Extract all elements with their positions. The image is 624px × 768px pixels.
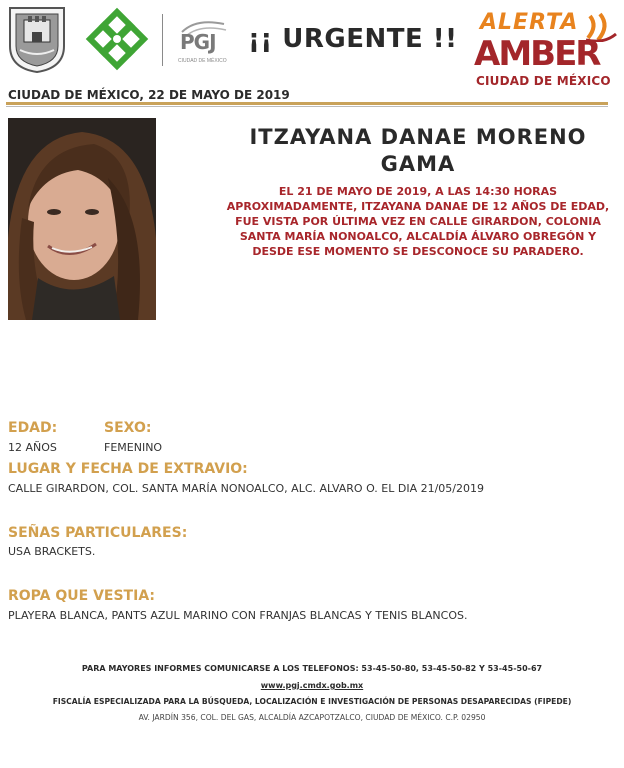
sex-value: FEMENINO [104, 441, 163, 454]
cdmx-logo-icon [84, 6, 150, 72]
gold-divider [6, 102, 608, 105]
agency-name: FISCALÍA ESPECIALIZADA PARA LA BÚSQUEDA, LOCALIZACIÓN E INVESTIGACIÓN DE PERSONAS DESAPARECIDAS (FIPEDE) [52, 697, 572, 706]
sex-label: SEXO: [104, 420, 152, 436]
cdmx-coat-of-arms-icon [8, 6, 66, 74]
contact-phones: PARA MAYORES INFORMES COMUNICARSE A LOS TELEFONOS: 53-45-50-80, 53-45-50-82 Y 53-45-50-67 [81, 664, 543, 673]
person-name: ITZAYANA DANAE MORENO GAMA [249, 125, 587, 176]
clothes-value: PLAYERA BLANCA, PANTS AZUL MARINO CON FRANJAS BLANCAS Y TENIS BLANCOS. [8, 609, 468, 622]
amber-main-text: AMBER [474, 34, 600, 74]
age-label: EDAD: [8, 420, 58, 436]
portrait-illustration [8, 118, 156, 320]
place-value: CALLE GIRARDON, COL. SANTA MARÍA NONOALCO, ALC. ALVARO O. EL DIA 21/05/2019 [8, 482, 485, 495]
alerta-amber-logo [474, 4, 614, 90]
marks-label: SEÑAS PARTICULARES: [8, 525, 188, 541]
pgj-sublabel: CIUDAD DE MÉXICO [178, 58, 227, 64]
marks-value: USA BRACKETS. [8, 545, 96, 558]
agency-address: AV. JARDÍN 356, COL. DEL GAS, ALCALDÍA AZCAPOTZALCO, CIUDAD DE MÉXICO. C.P. 02950 [138, 713, 486, 722]
header [0, 0, 624, 88]
header-separator [162, 14, 163, 66]
age-value: 12 AÑOS [8, 441, 57, 454]
missing-person-photo [8, 118, 156, 320]
dateline: CIUDAD DE MÉXICO, 22 DE MAYO DE 2019 [8, 88, 290, 102]
place-label: LUGAR Y FECHA DE EXTRAVIO: [8, 461, 248, 477]
amber-alerta-text: ALERTA [480, 10, 579, 35]
amber-city-text: CIUDAD DE MÉXICO [476, 74, 611, 88]
pgj-label: PGJ [180, 30, 216, 54]
disappearance-description: EL 21 DE MAYO DE 2019, A LAS 14:30 HORAS APROXIMADAMENTE, ITZAYANA DANAE DE 12 AÑOS DE EDAD, FUE VISTA POR ÚLTIMA VEZ EN CALLE GIRARDON, COLONIA SANTA MARÍA NONOALCO, ALCALDÍA ÁLVARO OBREGÓN Y DESDE ESE MOMENTO SE DESCONOCE SU PARADERO. [226, 185, 610, 258]
clothes-label: ROPA QUE VESTIA: [8, 588, 156, 604]
urgent-heading: ¡¡ URGENTE !! [248, 24, 458, 54]
gray-divider [6, 106, 608, 107]
website-link[interactable]: www.pgj.cmdx.gob.mx [260, 681, 364, 690]
